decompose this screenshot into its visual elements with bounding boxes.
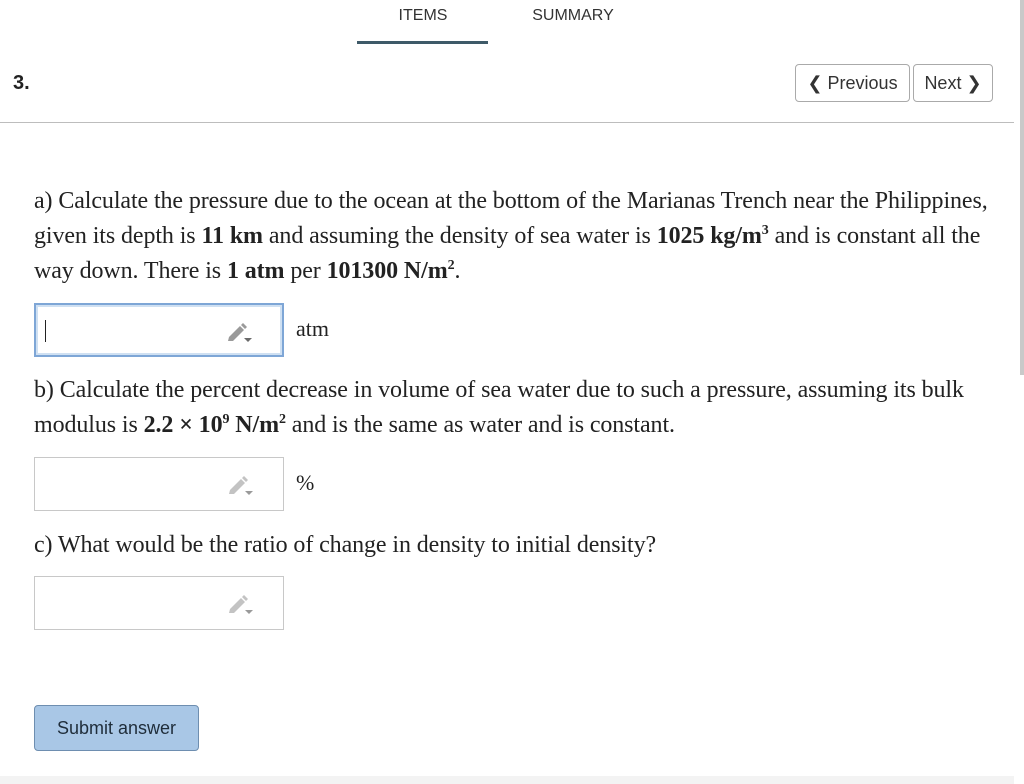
next-button[interactable] [913,64,993,102]
part-b-text-2: and is the same as water and is constant. [285,412,675,438]
tab-bar [0,0,1024,44]
previous-button[interactable] [795,64,910,102]
atm-value: 1 atm [226,258,285,284]
pencil-icon[interactable] [226,322,252,342]
part-a-text-4: per [284,258,327,284]
scrollbar[interactable] [1020,0,1024,375]
conversion-exponent: 2 [447,258,455,273]
modulus-value: 2.2 × 10 [143,412,223,438]
pencil-icon[interactable] [227,594,253,614]
modulus-unit: N/m [229,412,279,438]
modulus-exponent: 9 [222,412,230,427]
previous-label: Previous [827,72,898,93]
unit-percent: % [296,470,315,495]
header-divider [0,122,1014,123]
pencil-icon[interactable] [227,475,253,495]
submit-answer-button[interactable]: Submit answer [34,705,199,751]
part-a-text-2: and assuming the density of sea water is [262,223,657,249]
density-exponent: 3 [761,223,769,238]
part-a-text-1: a) Calculate the pressure due to the ocean at the bottom of the Marianas Trench near the Philippines, given its depth is [34,188,988,249]
question-part-b-text [34,373,994,443]
density-value: 1025 kg/m [656,223,762,249]
chevron-right-icon: ❯ [966,72,982,93]
tab-items[interactable]: ITEMS [398,7,448,24]
chevron-left-icon: ❮ [807,72,823,93]
answer-input-b[interactable] [34,457,284,511]
conversion-value: 101300 N/m [326,258,448,284]
tab-summary[interactable]: SUMMARY [532,7,614,24]
answer-input-c[interactable] [34,576,284,630]
part-a-text-5: . [454,258,461,284]
question-part-a-text [34,184,994,289]
part-a-text-3: and is constant all the way down. There is [34,223,981,284]
question-number: 3. [13,72,30,94]
active-tab-indicator [357,41,488,44]
part-b-text-1: b) Calculate the percent decrease in volume of sea water due to such a pressure, assuming its bulk modulus is [34,377,964,438]
modulus-unit-exponent: 2 [278,412,286,427]
depth-value: 11 km [201,223,263,249]
text-caret [45,320,46,342]
answer-input-a[interactable] [34,303,284,357]
bottom-edge [0,776,1014,784]
unit-atm: atm [296,316,329,341]
next-label: Next [924,72,962,93]
question-part-c-text: c) What would be the ratio of change in density to initial density? [34,532,657,558]
